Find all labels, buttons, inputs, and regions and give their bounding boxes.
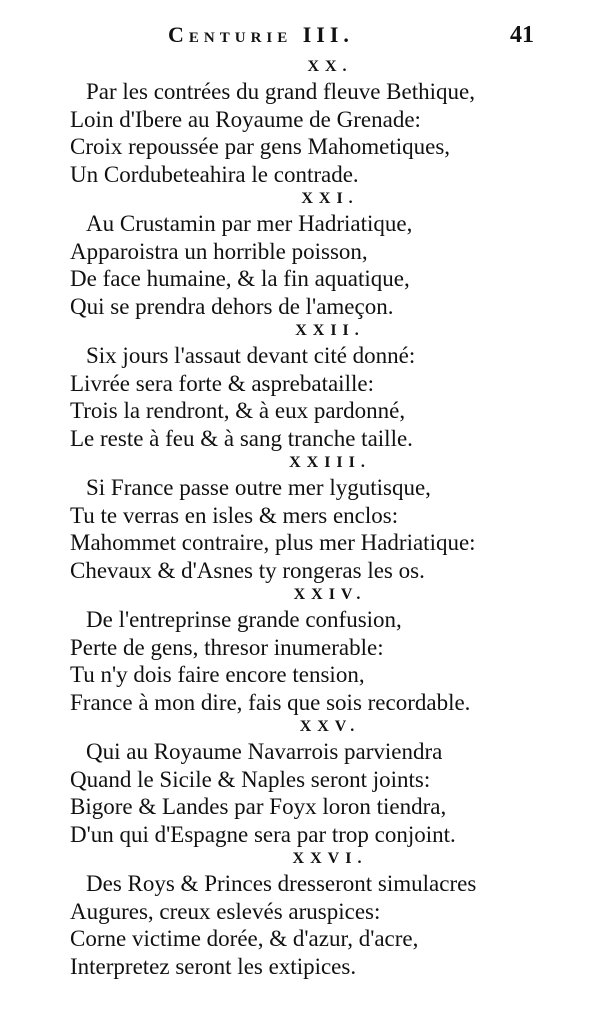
- verse-line: Des Roys & Princes dresseront simulacres: [86, 871, 477, 896]
- verse-text: [70, 56, 570, 980]
- verse-line: Interpretez seront les extipices.: [70, 953, 357, 979]
- verse-line: D'un qui d'Espagne sera par trop conjoint.: [70, 821, 456, 847]
- verse-line: De l'entreprinse grande confusion,: [86, 607, 402, 632]
- verse-line: Loin d'Ibere au Royaume de Grenade:: [70, 106, 421, 132]
- quatrain-number: XXVI.: [292, 850, 368, 867]
- quatrain-number: XXI.: [301, 190, 359, 207]
- verse-line: Quand le Sicile & Naples seront joints:: [70, 766, 431, 792]
- quatrain-24: [70, 584, 570, 716]
- verse-line: Qui au Royaume Navarrois parviendra: [86, 739, 443, 764]
- verse-line: Six jours l'assaut devant cité donné:: [86, 343, 416, 368]
- verse-line: Le reste à feu & à sang tranche taille.: [70, 425, 413, 451]
- running-title: Centurie III.: [168, 22, 354, 47]
- verse-line: Livrée sera forte & asprebataille:: [70, 370, 374, 396]
- quatrain-20: [70, 56, 570, 188]
- quatrain-number: XXIII.: [289, 454, 371, 471]
- verse-line: Tu n'y dois faire encore tension,: [70, 662, 365, 687]
- verse-line: Bigore & Landes par Foyx loron tiendra,: [70, 794, 447, 819]
- quatrain-22: [70, 320, 570, 452]
- verse-line: Qui se prendra dehors de l'ameçon.: [70, 293, 394, 319]
- verse-line: Par les contrées du grand fleuve Bethique,: [86, 79, 475, 104]
- verse-line: Un Cordubeteahira le contrade.: [70, 161, 359, 187]
- quatrain-number: XXII.: [295, 322, 365, 339]
- verse-line: Trois la rendront, & à eux pardonné,: [70, 398, 406, 423]
- verse-line: Augures, creux eslevés aruspices:: [70, 898, 381, 924]
- quatrain-number: XX.: [307, 58, 353, 75]
- quatrain-26: [70, 848, 570, 980]
- running-head: [0, 22, 603, 52]
- quatrain-23: [70, 452, 570, 584]
- verse-line: Mahommet contraire, plus mer Hadriatique:: [70, 530, 476, 555]
- quatrain-25: [70, 716, 570, 848]
- verse-line: Tu te verras en isles & mers enclos:: [70, 502, 399, 528]
- verse-line: Corne victime dorée, & d'azur, d'acre,: [70, 926, 419, 951]
- quatrain-21: [70, 188, 570, 320]
- verse-line: France à mon dire, fais que sois recordable.: [70, 689, 471, 715]
- verse-line: Si France passe outre mer lygutisque,: [86, 475, 431, 500]
- verse-line: Croix repoussée par gens Mahometiques,: [70, 134, 451, 159]
- verse-line: Apparoistra un horrible poisson,: [70, 238, 368, 264]
- verse-line: Au Crustamin par mer Hadriatique,: [86, 211, 413, 236]
- verse-line: De face humaine, & la fin aquatique,: [70, 266, 410, 291]
- quatrain-number: XXIV.: [293, 586, 367, 603]
- quatrain-number: XXV.: [299, 718, 361, 735]
- verse-line: Perte de gens, thresor inumerable:: [70, 634, 384, 660]
- page-number: 41: [510, 22, 534, 48]
- verse-line: Chevaux & d'Asnes ty rongeras les os.: [70, 557, 425, 583]
